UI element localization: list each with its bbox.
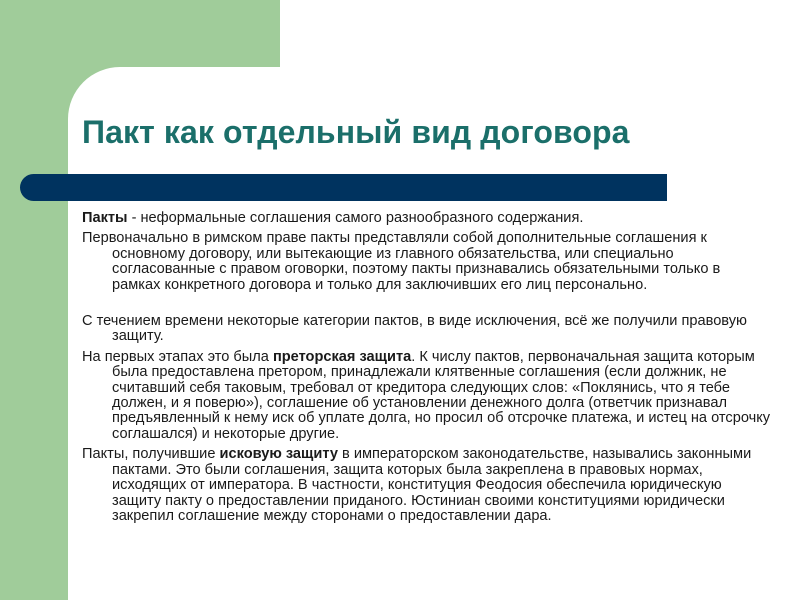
title-underline-bar [20, 174, 667, 201]
praetor-intro: На первых этапах это была [82, 348, 273, 365]
legal-detail: в императорском законодательстве, назывались законными пактами. Это были соглашения, защита которых была закреплена в правовых нормах, исходящих от императора. В частности, конституция Феодосия обеспечила юридическую защиту пакту о предоставлении приданого. Юстиниан своими конституциями юридически закрепил соглашение между сторонами о предоставлении дара. [112, 446, 752, 524]
slide-title: Пакт как отдельный вид договора [82, 114, 630, 150]
paragraph-protection: С течением времени некоторые категории пактов, в виде исключения, всё же получили правовую защиту. [82, 313, 747, 345]
term-pacts: Пакты [82, 210, 128, 226]
paragraph-legal-pacts [82, 447, 772, 524]
term-praetor-protection: преторская защита [272, 348, 412, 365]
praetor-detail: . К числу пактов, первоначальная защита которым была предоставлена претором, принадлежали клятвенные соглашения (если должник, не считавший себя таковым, требовал от кредитора следующих слов: «Поклянись, что я тебе должен, и я поверю»), соглашение об установлении денежного долга (ответчик признавал предъявленный к нему иск об уплате долга, но просил об отсрочке платежа, и истец на отсрочку соглашался) и некоторые другие. [112, 348, 771, 442]
term-claim-protection: исковую защиту [219, 446, 338, 463]
definition-text: - неформальные соглашения самого разнообразного содержания. [127, 210, 584, 226]
legal-intro: Пакты, получившие [82, 446, 220, 463]
paragraph-origin: Первоначально в римском праве пакты представляли собой дополнительные соглашения к основному договору, или вытекающие из главного обязательства, или специально согласованные с правом оговорки, поэтому пакты признавались обязательными только в рамках конкретного договора и только для заключивших его лиц персонально. [82, 230, 721, 293]
paragraph-definition [82, 211, 772, 226]
slide-body [82, 211, 772, 529]
paragraph-praetor [82, 350, 772, 442]
